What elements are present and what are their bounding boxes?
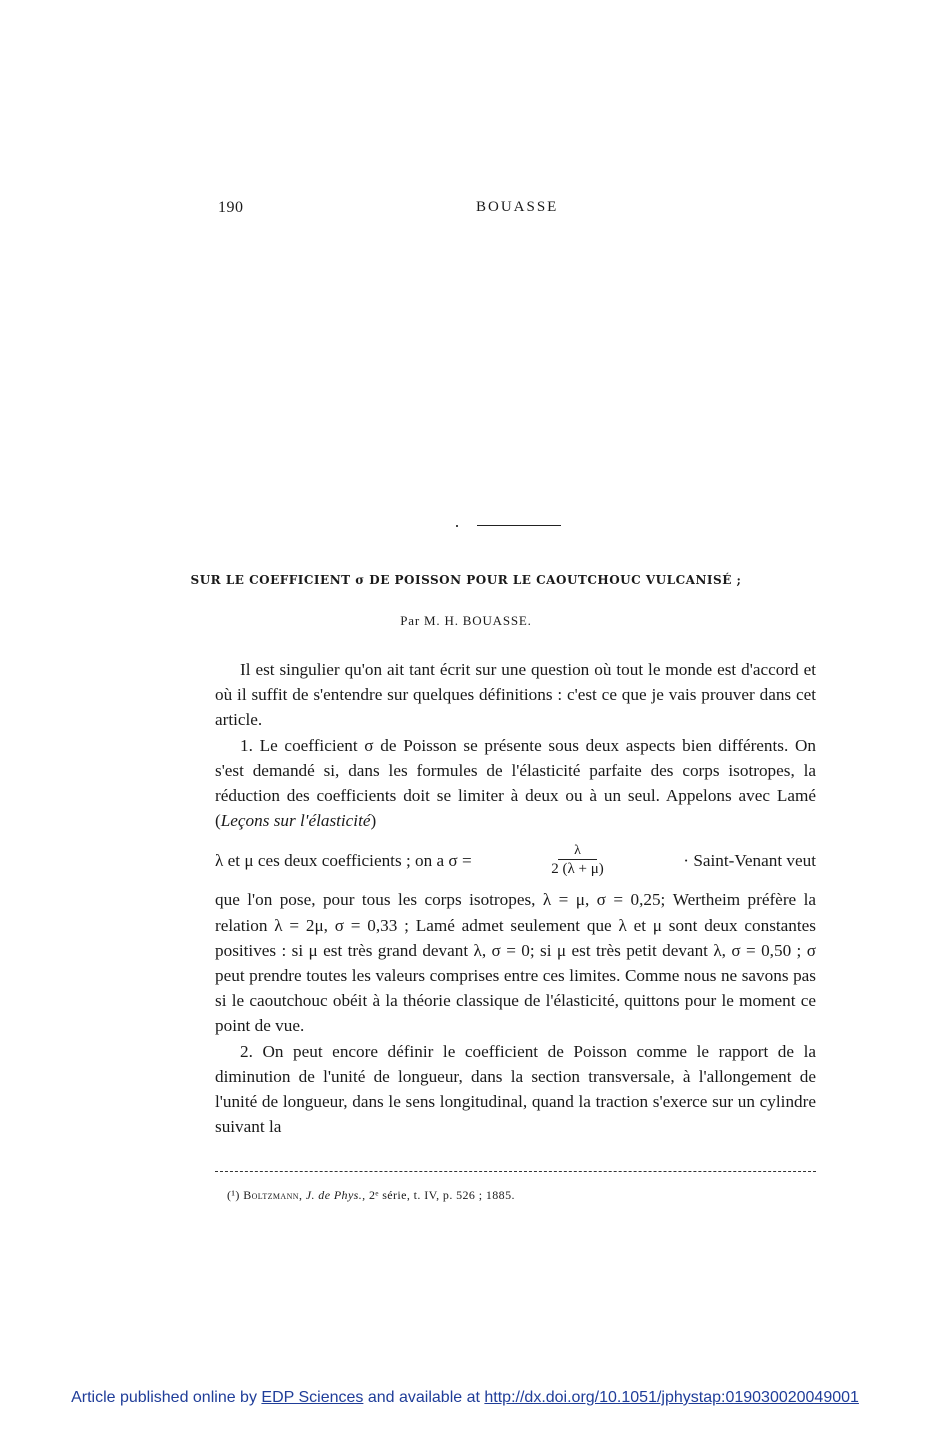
page-number: 190 [218,199,244,216]
banner-prefix: Article published online by [71,1389,257,1406]
footnote-journal: J. de Phys., [305,1188,366,1202]
fraction-denominator: 2 (λ + μ) [551,860,604,877]
paragraph-1-paren: ) [370,811,377,831]
fraction-numerator: λ [558,843,597,860]
paragraph-1-text: 1. Le coefficient σ de Poisson se présente sous deux aspects bien différents. On s'est demandé si, dans les formules de l'élasticité parfaite des corps isotropes, la réduction des coefficients doit se limiter à deux ou à un seul. Appelons avec Lamé ( [215,735,816,831]
formula-right-text: · Saint-Venant veut [683,850,816,870]
footnote [227,1188,515,1203]
doi-link[interactable]: http://dx.doi.org/10.1051/jphystap:019030020049001 [484,1389,859,1406]
cited-work-title: Leçons sur l'élasticité [220,811,371,831]
paragraph-1-start [215,733,816,834]
footnote-details: 2ᵉ série, t. IV, p. 526 ; 1885. [368,1188,515,1202]
poisson-fraction [551,843,604,878]
banner-middle: and available at [367,1389,480,1406]
footnote-author: Boltzmann, [243,1188,303,1202]
article-title: SUR LE COEFFICIENT σ DE POISSON POUR LE CAOUTCHOUC VULCANISÉ ; [190,573,742,587]
footnote-rule [215,1171,816,1172]
article-body [215,657,816,1139]
publication-banner [0,1389,930,1407]
formula-left-text: λ et μ ces deux coefficients ; on a σ = [215,850,472,870]
running-title: BOUASSE [476,199,559,215]
poisson-formula-line [215,835,816,885]
paragraph-2: 2. On peut encore définir le coefficient de Poisson comme le rapport de la diminution de l'unité de longueur, dans la section transversale, à l'allongement de l'unité de longueur, dans le sens longitudinal, quand la traction s'exerce sur un cylindre suivant la [215,1041,816,1137]
separator-dot [456,525,458,527]
footnote-marker: (¹) [227,1188,240,1202]
publisher-link[interactable]: EDP Sciences [261,1389,364,1406]
section-separator [477,525,561,526]
paragraph-1-continued: que l'on pose, pour tous les corps isotropes, λ = μ, σ = 0,25; Wertheim préfère la relation λ = 2μ, σ = 0,33 ; Lamé admet seulement que λ et μ sont deux constantes positives : si μ est très grand devant λ, σ = 0; si μ est très petit devant λ, σ = 0,50 ; σ peut prendre toutes les valeurs comprises entre ces limites. Comme nous ne savons pas si le caoutchouc obéit à la théorie classique de l'élasticité, quittons pour le moment ce point de vue. [215,890,816,1036]
article-byline: Par M. H. BOUASSE. [400,613,532,628]
paragraph-intro: Il est singulier qu'on ait tant écrit sur une question où tout le monde est d'accord et où il suffit de s'entendre sur quelques définitions : c'est ce que je vais prouver dans cet article. [215,660,816,730]
